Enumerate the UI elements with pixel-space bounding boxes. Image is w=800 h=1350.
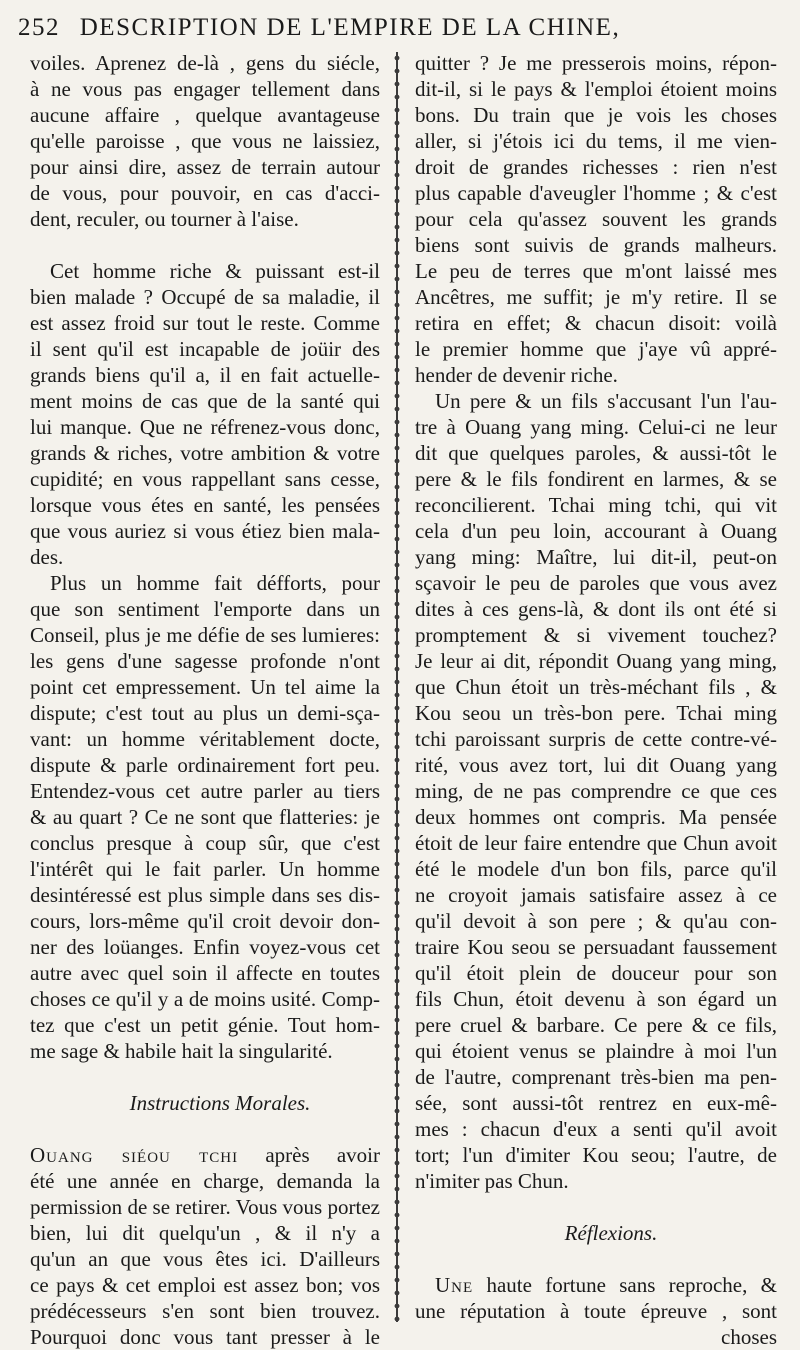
- text-line: ne croyoit jamais satisfaire assez à ce: [415, 883, 777, 907]
- text-line: Pourquoi donc vous tant presser à le: [30, 1325, 380, 1349]
- text-line: ner des loüanges. Enfin voyez-vous cet: [30, 935, 380, 959]
- text-line: tre à Ouang yang ming. Celui-ci ne leur: [415, 415, 777, 439]
- text-line: tort; l'un d'imiter Kou seou; l'autre, de: [415, 1143, 777, 1167]
- text-line: dispute & parle ordinairement fort peu.: [30, 753, 380, 777]
- text-line: ment moins de cas que de la santé qui: [30, 389, 380, 413]
- text-line: reconcilierent. Tchai ming tchi, qui vit: [415, 493, 777, 517]
- text-line: pour cela qu'assez souvent les grands: [415, 207, 777, 231]
- text-line: pere & le fils fondirent en larmes, & se: [415, 467, 777, 491]
- text-line: traire Kou seou se persuadant faussement: [415, 935, 777, 959]
- text-line: Cet homme riche & puissant est-il: [50, 259, 380, 283]
- text-line: aller, si j'étois ici du tems, il me vien-: [415, 129, 777, 153]
- text-line: Je leur ai dit, répondit Ouang yang ming,: [415, 649, 777, 673]
- text-line: qu'elle paroisse , que vous ne laissiez,: [30, 129, 380, 153]
- running-head: [18, 14, 788, 50]
- text-line: aucune affaire , quelque avantageuse: [30, 103, 380, 127]
- text-line: sée, sont aussi-tôt rentrez en eux-mê-: [415, 1091, 777, 1115]
- running-title: DESCRIPTION DE L'EMPIRE DE LA CHINE,: [79, 14, 621, 41]
- text-line: prédécesseurs s'en sont bien trouvez.: [30, 1299, 380, 1323]
- text-line: Un pere & un fils s'accusant l'un l'au-: [435, 389, 777, 413]
- text-line: dent, reculer, ou tourner à l'aise.: [30, 207, 299, 231]
- text-line: que son sentiment l'emporte dans un: [30, 597, 380, 621]
- text-line: Plus un homme fait défforts, pour: [50, 571, 380, 595]
- catchword: choses: [721, 1325, 777, 1349]
- text-line: ce pays & cet emploi est assez bon; vos: [30, 1273, 380, 1297]
- text-line: voiles. Aprenez de-là , gens du siécle,: [30, 51, 380, 75]
- text-line: deux hommes ont compris. Ma pensée: [415, 805, 777, 829]
- text-line: dit que quelques paroles, & aussi-tôt le: [415, 441, 777, 465]
- text-line: à ne vous pas engager tellement dans: [30, 77, 380, 101]
- text-line: point cet empressement. Un tel aime la: [30, 675, 380, 699]
- text-line: dites à ces gens-là, & dont ils ont été si: [415, 597, 777, 621]
- text-line: me sage & habile hait la singularité.: [30, 1039, 333, 1063]
- text-line: étoit de leur faire entendre que Chun avoit: [415, 831, 777, 855]
- left-column: [30, 50, 380, 1350]
- text-line: vant: un homme véritablement docte,: [30, 727, 380, 751]
- paragraph-gap: [30, 232, 380, 258]
- ornamental-column-divider: [386, 52, 408, 1322]
- text-line: quitter ? Je me presserois moins, répon-: [415, 51, 777, 75]
- text-line: les gens d'une sagesse profonde n'ont: [30, 649, 380, 673]
- text-line: & au quart ? Ce ne sont que flatteries: je: [30, 805, 380, 829]
- text-line: plus capable d'aveugler l'homme ; & c'est: [415, 181, 777, 205]
- text-line: ming, de ne pas comprendre ce que ces: [415, 779, 777, 803]
- text-line: haute fortune sans reproche, &: [486, 1273, 777, 1297]
- page-number: 252: [18, 14, 60, 41]
- text-line: grands biens qu'il a, il en fait actuelle-: [30, 363, 380, 387]
- section-heading: Instructions Morales.: [129, 1091, 311, 1115]
- text-line: été une année en charge, demanda la: [30, 1169, 380, 1193]
- text-line: des.: [30, 545, 64, 569]
- text-line: qui étoient venus se plaindre à moi l'un: [415, 1039, 777, 1063]
- paragraph-gap: [30, 1064, 380, 1090]
- text-line: qu'il devoit à son pere ; & qu'au con-: [415, 909, 777, 933]
- text-line: Conseil, plus je me défie de ses lumieres:: [30, 623, 380, 647]
- text-line: permission de se retirer. Vous vous portez: [30, 1195, 380, 1219]
- text-line: Entendez-vous cet autre parler au tiers: [30, 779, 380, 803]
- text-line: mes : chacun d'eux a senti qu'il avoit: [415, 1117, 777, 1141]
- section-heading: Réflexions.: [564, 1221, 658, 1245]
- lead-small-caps: Ouang siéou tchi: [30, 1143, 239, 1167]
- text-line: yang ming: Maître, lui dit-il, peut-on: [415, 545, 777, 569]
- text-line: tez que c'est un petit génie. Tout hom-: [30, 1013, 380, 1037]
- text-line: hender de devenir riche.: [415, 363, 618, 387]
- text-line: rité, vous avez tort, lui dit Ouang yang: [415, 753, 777, 777]
- text-line: lui manque. Que ne réfrenez-vous donc,: [30, 415, 380, 439]
- text-line: qu'il étoit plein de douceur pour son: [415, 961, 777, 985]
- text-line: Ancêtres, me suffit; je m'y retire. Il se: [415, 285, 777, 309]
- text-line: cours, lors-même qu'il croit devoir don-: [30, 909, 380, 933]
- text-line: que Chun étoit un très-méchant fils , &: [415, 675, 777, 699]
- paragraph-gap: [415, 1246, 777, 1272]
- text-line: fils Chun, étoit devenu à son égard un: [415, 987, 777, 1011]
- text-line: tchi paroissant surpris de cette contre-vé-: [415, 727, 777, 751]
- text-line: retira en effet; & chacun disoit: voilà: [415, 311, 777, 335]
- text-line: est assez froid sur tout le reste. Comme: [30, 311, 380, 335]
- text-line: pour ainsi dire, assez de terrain autour: [30, 155, 380, 179]
- text-line: de vous, pour pouvoir, en cas d'acci-: [30, 181, 380, 205]
- text-line: dit-il, si le pays & l'emploi étoient moins: [415, 77, 777, 101]
- text-line: bons. Du train que je vois les choses: [415, 103, 777, 127]
- text-line: que vous auriez si vous étiez bien mala-: [30, 519, 380, 543]
- text-line: Kou seou un très-bon pere. Tchai ming: [415, 701, 777, 725]
- text-line: été le modele d'un bon fils, parce qu'il: [415, 857, 777, 881]
- text-line: cela d'un peu loin, accourant à Ouang: [415, 519, 777, 543]
- text-line: une réputation à toute épreuve , sont: [415, 1299, 777, 1323]
- right-column: [415, 50, 777, 1350]
- text-line: l'intérêt qui le fait parler. Un homme: [30, 857, 380, 881]
- text-line: autre avec quel soin il affecte en toutes: [30, 961, 380, 985]
- text-line: dispute; c'est tout au plus un demi-sça-: [30, 701, 380, 725]
- paragraph-gap: [30, 1116, 380, 1142]
- paragraph-gap: [415, 1194, 777, 1220]
- text-line: cupidité; en vous rappellant sans cesse,: [30, 467, 380, 491]
- text-line: bien malade ? Occupé de sa maladie, il: [30, 285, 380, 309]
- text-line: le premier homme que j'aye vû appré-: [415, 337, 777, 361]
- text-line: lorsque vous étes en santé, les pensées: [30, 493, 380, 517]
- text-line: conclus presque à coup sûr, que c'est: [30, 831, 380, 855]
- text-line: droit de grandes richesses : rien n'est: [415, 155, 777, 179]
- text-line: biens sont suivis de grands malheurs.: [415, 233, 777, 257]
- text-line: grands & riches, votre ambition & votre: [30, 441, 380, 465]
- lead-small-caps: Une: [435, 1273, 474, 1297]
- text-line: bien, lui dit quelqu'un , & il n'y a: [30, 1221, 380, 1245]
- text-line: après avoir: [265, 1143, 380, 1167]
- text-line: desintéressé est plus simple dans ses dis-: [30, 883, 380, 907]
- text-line: pere cruel & barbare. Ce pere & ce fils,: [415, 1013, 777, 1037]
- text-line: Le peu de terres que m'ont laissé mes: [415, 259, 777, 283]
- text-line: qu'un an que vous êtes ici. D'ailleurs: [30, 1247, 380, 1271]
- text-line: il sent qu'il est incapable de joüir des: [30, 337, 380, 361]
- text-line: sçavoir le peu de paroles que vous avez: [415, 571, 777, 595]
- text-line: n'imiter pas Chun.: [415, 1169, 569, 1193]
- text-line: de l'autre, comprenant très-bien ma pen-: [415, 1065, 777, 1089]
- text-line: promptement & si vivement touchez?: [415, 623, 777, 647]
- text-line: choses ce qu'il y a de moins usité. Comp-: [30, 987, 380, 1011]
